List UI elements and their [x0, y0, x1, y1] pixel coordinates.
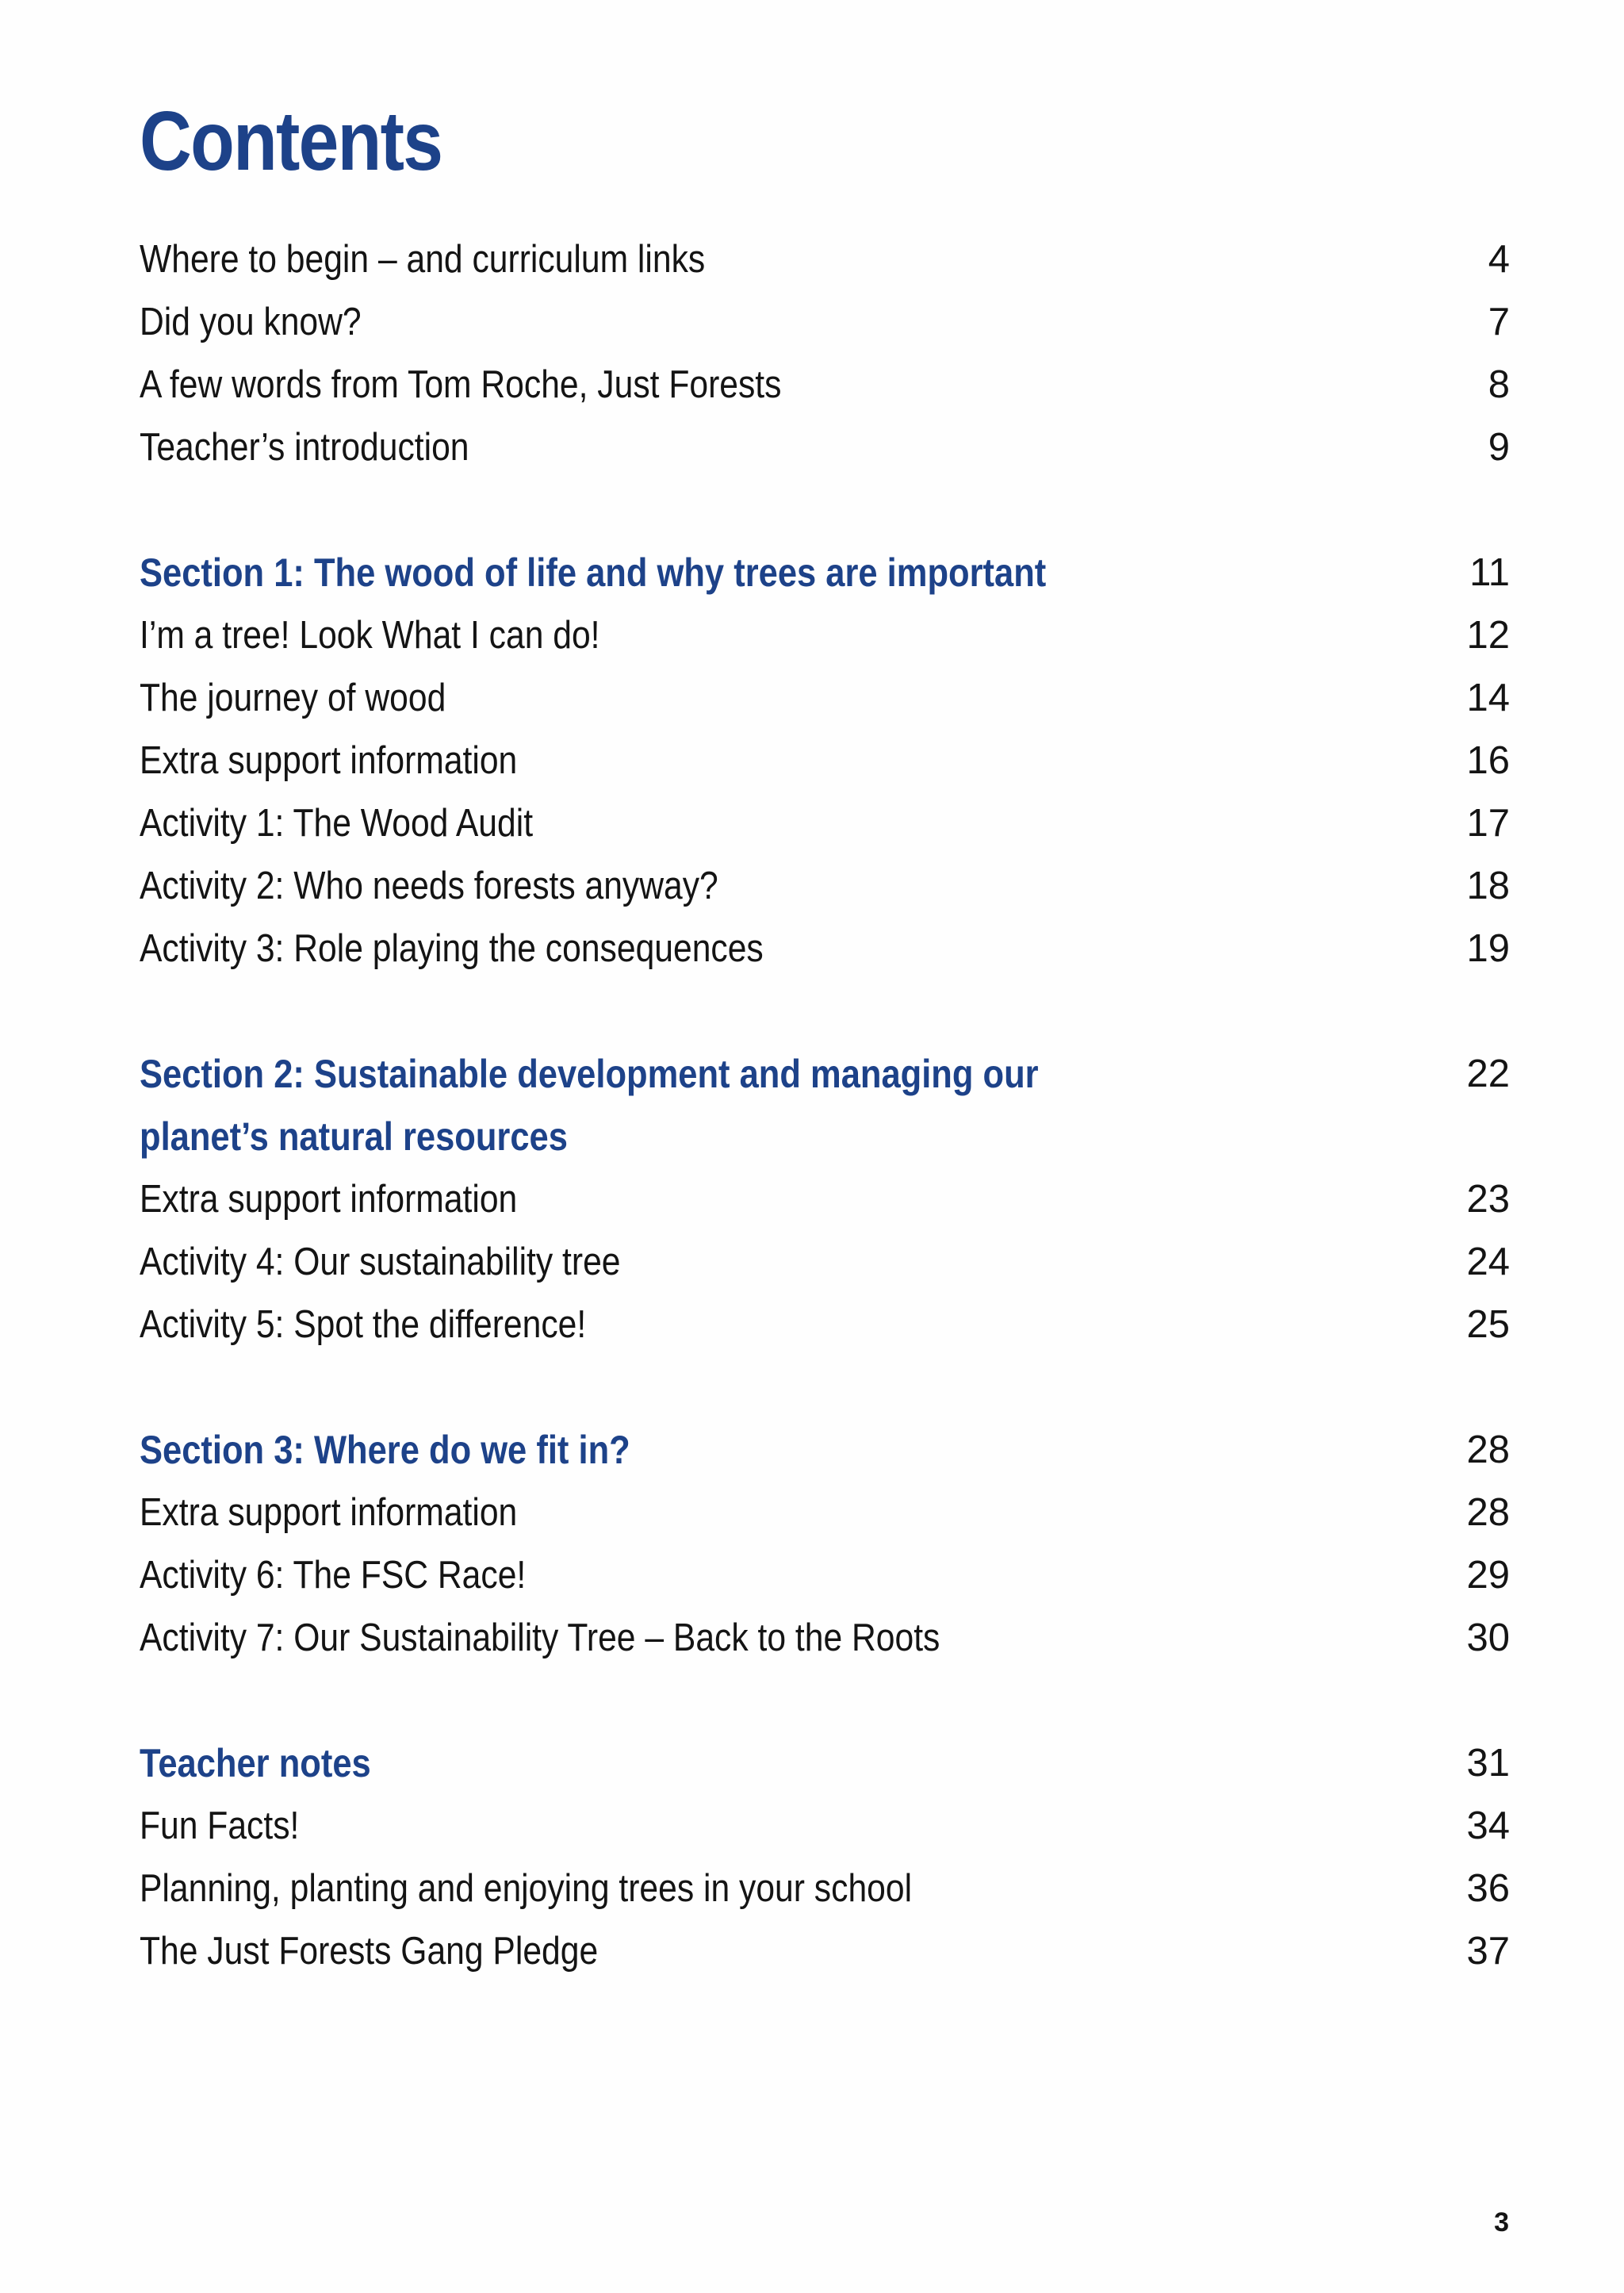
toc-entry-page: 9: [1488, 426, 1510, 469]
toc-entry-label: Where to begin – and curriculum links: [140, 238, 706, 281]
toc-entry-label: I’m a tree! Look What I can do!: [140, 614, 600, 657]
toc-entry-page: 18: [1466, 865, 1510, 907]
toc-entry-page: 12: [1466, 614, 1510, 657]
toc-entry[interactable]: [140, 1168, 1510, 1231]
toc-entry-label: Planning, planting and enjoying trees in your school: [140, 1867, 913, 1910]
toc-entry[interactable]: [140, 1920, 1510, 1983]
toc-entry-page: 25: [1466, 1303, 1510, 1346]
toc-entry-label: Activity 1: The Wood Audit: [140, 802, 534, 845]
toc-entry[interactable]: [140, 855, 1510, 918]
toc-entry-label: Did you know?: [140, 301, 362, 343]
toc-entry-label: Extra support information: [140, 1178, 518, 1221]
toc-entry-label: Teacher’s introduction: [140, 426, 469, 469]
toc-entry[interactable]: [140, 291, 1510, 354]
toc-section-heading-page: 22: [1466, 1053, 1510, 1095]
toc-group-teacher-notes: [140, 1732, 1510, 1983]
toc-entry-label: Fun Facts!: [140, 1804, 300, 1847]
toc-entry-label: Activity 7: Our Sustainability Tree – Back to the Roots: [140, 1616, 940, 1659]
toc-entry-label: Activity 2: Who needs forests anyway?: [140, 865, 718, 907]
toc-entry-page: 37: [1466, 1930, 1510, 1973]
toc-entry[interactable]: [140, 792, 1510, 855]
toc-group-section-1: [140, 542, 1510, 980]
toc-entry-label: The journey of wood: [140, 677, 446, 719]
toc-section-heading[interactable]: [140, 542, 1510, 604]
toc-entry-page: 19: [1466, 927, 1510, 970]
toc-section-heading[interactable]: [140, 1419, 1510, 1482]
toc-entry[interactable]: [140, 1482, 1510, 1544]
toc-entry-label: Activity 3: Role playing the consequences: [140, 927, 764, 970]
toc-entry-page: 17: [1466, 802, 1510, 845]
toc-entry[interactable]: [140, 918, 1510, 980]
toc-entry-label: The Just Forests Gang Pledge: [140, 1930, 599, 1973]
page-title: Contents: [140, 94, 442, 188]
toc-entry[interactable]: [140, 1607, 1510, 1670]
toc-entry-label: Extra support information: [140, 1491, 518, 1534]
toc-entry[interactable]: [140, 416, 1510, 479]
toc-entry-page: 14: [1466, 677, 1510, 719]
toc-section-heading-page: 11: [1469, 551, 1510, 594]
toc-entry[interactable]: [140, 354, 1510, 416]
toc-entry-page: 23: [1466, 1178, 1510, 1221]
toc-entry-page: 28: [1466, 1491, 1510, 1534]
toc-entry-page: 36: [1466, 1867, 1510, 1910]
toc-entry[interactable]: [140, 1294, 1510, 1356]
toc-entry-page: 24: [1466, 1240, 1510, 1283]
toc-entry[interactable]: [140, 604, 1510, 667]
toc-entry[interactable]: [140, 1231, 1510, 1294]
toc-entry-page: 34: [1466, 1804, 1510, 1847]
toc-entry[interactable]: [140, 228, 1510, 291]
table-of-contents: [140, 228, 1510, 2046]
toc-entry-label: Activity 4: Our sustainability tree: [140, 1240, 621, 1283]
toc-entry-label: Activity 6: The FSC Race!: [140, 1554, 527, 1597]
toc-entry-label: Extra support information: [140, 739, 518, 782]
toc-group-section-3: [140, 1419, 1510, 1670]
toc-entry[interactable]: [140, 1544, 1510, 1607]
toc-section-heading-label: Teacher notes: [140, 1741, 371, 1785]
toc-section-heading[interactable]: [140, 1732, 1510, 1795]
toc-entry[interactable]: [140, 1795, 1510, 1858]
toc-section-heading-page: 31: [1466, 1742, 1510, 1785]
toc-group-intro: [140, 228, 1510, 479]
toc-entry[interactable]: [140, 730, 1510, 792]
toc-entry-label: A few words from Tom Roche, Just Forests: [140, 363, 782, 406]
toc-section-heading[interactable]: [140, 1043, 1510, 1168]
toc-entry-label: Activity 5: Spot the difference!: [140, 1303, 587, 1346]
toc-group-section-2: [140, 1043, 1510, 1356]
toc-entry[interactable]: [140, 667, 1510, 730]
toc-section-heading-label: Section 1: The wood of life and why trees are important: [140, 550, 1047, 595]
page-number: 3: [1494, 2207, 1509, 2237]
toc-entry-page: 16: [1466, 739, 1510, 782]
toc-section-heading-label: Section 3: Where do we fit in?: [140, 1428, 630, 1472]
toc-section-heading-label: Section 2: Sustainable development and managing our planet’s natural resources: [140, 1052, 1039, 1159]
toc-section-heading-page: 28: [1466, 1428, 1510, 1471]
toc-entry-page: 29: [1466, 1554, 1510, 1597]
toc-entry-page: 30: [1466, 1616, 1510, 1659]
toc-entry-page: 4: [1488, 238, 1510, 281]
toc-entry-page: 8: [1488, 363, 1510, 406]
toc-entry[interactable]: [140, 1858, 1510, 1920]
toc-entry-page: 7: [1488, 301, 1510, 343]
